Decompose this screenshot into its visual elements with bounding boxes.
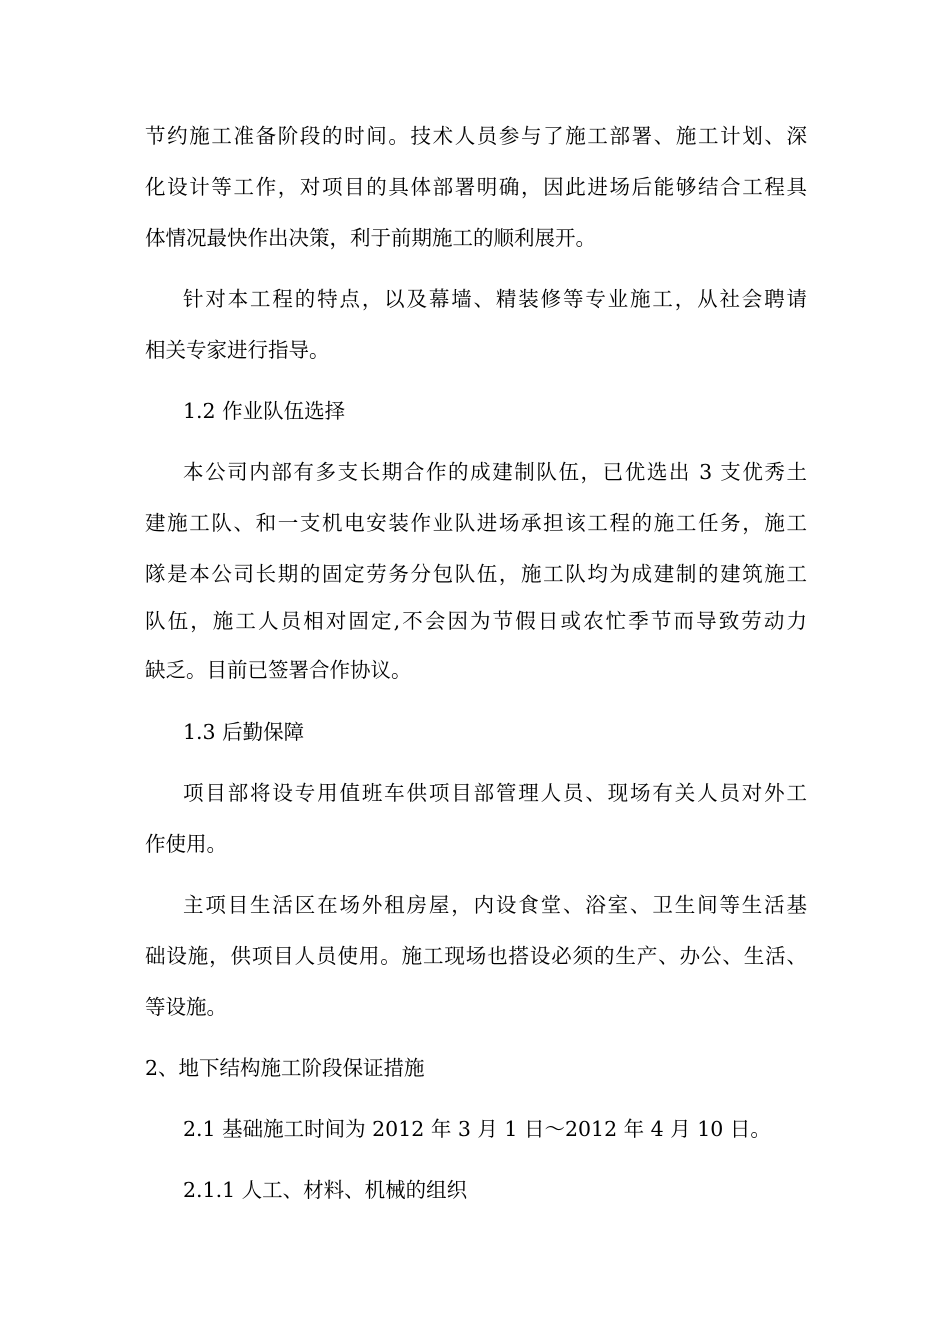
- text-line: 针对本工程的特点，以及幕墙、精装修等专业施工，从社会聘请: [183, 287, 807, 311]
- text-line: 等设施。: [145, 995, 227, 1019]
- subsection-heading: 2.1 基础施工时间为 2012 年 3 月 1 日～2012 年 4 月 10 日。: [183, 1117, 771, 1141]
- section-heading: 1.2 作业队伍选择: [183, 399, 346, 423]
- subsection-heading: 2.1.1 人工、材料、机械的组织: [183, 1178, 468, 1202]
- text-line: 作使用。: [145, 832, 227, 856]
- text-line: 相关专家进行指导。: [145, 338, 330, 362]
- text-line: 队伍，施工人员相对固定,不会因为节假日或农忙季节而导致劳动力: [145, 609, 807, 633]
- text-line: 体情况最快作出决策，利于前期施工的顺利展开。: [145, 226, 596, 250]
- text-line: 础设施，供项目人员使用。施工现场也搭设必须的生产、办公、生活、: [145, 944, 807, 968]
- text-line: 项目部将设专用值班车供项目部管理人员、现场有关人员对外工: [183, 781, 807, 805]
- text-line: 化设计等工作，对项目的具体部署明确，因此进场后能够结合工程具: [145, 175, 807, 199]
- section-heading: 2、地下结构施工阶段保证措施: [145, 1056, 425, 1080]
- text-line: 隊是本公司长期的固定劳务分包队伍，施工队均为成建制的建筑施工: [145, 562, 807, 586]
- text-line: 主项目生活区在场外租房屋，内设食堂、浴室、卫生间等生活基: [183, 893, 807, 917]
- section-heading: 1.3 后勤保障: [183, 720, 305, 744]
- text-line: 节约施工准备阶段的时间。技术人员参与了施工部署、施工计划、深: [145, 124, 807, 148]
- text-line: 缺乏。目前已签署合作协议。: [145, 658, 412, 682]
- text-line: 建施工队、和一支机电安装作业队进场承担该工程的施工任务，施工: [145, 511, 807, 535]
- text-line: 本公司内部有多支长期合作的成建制队伍，已优选出 3 支优秀土: [183, 460, 807, 484]
